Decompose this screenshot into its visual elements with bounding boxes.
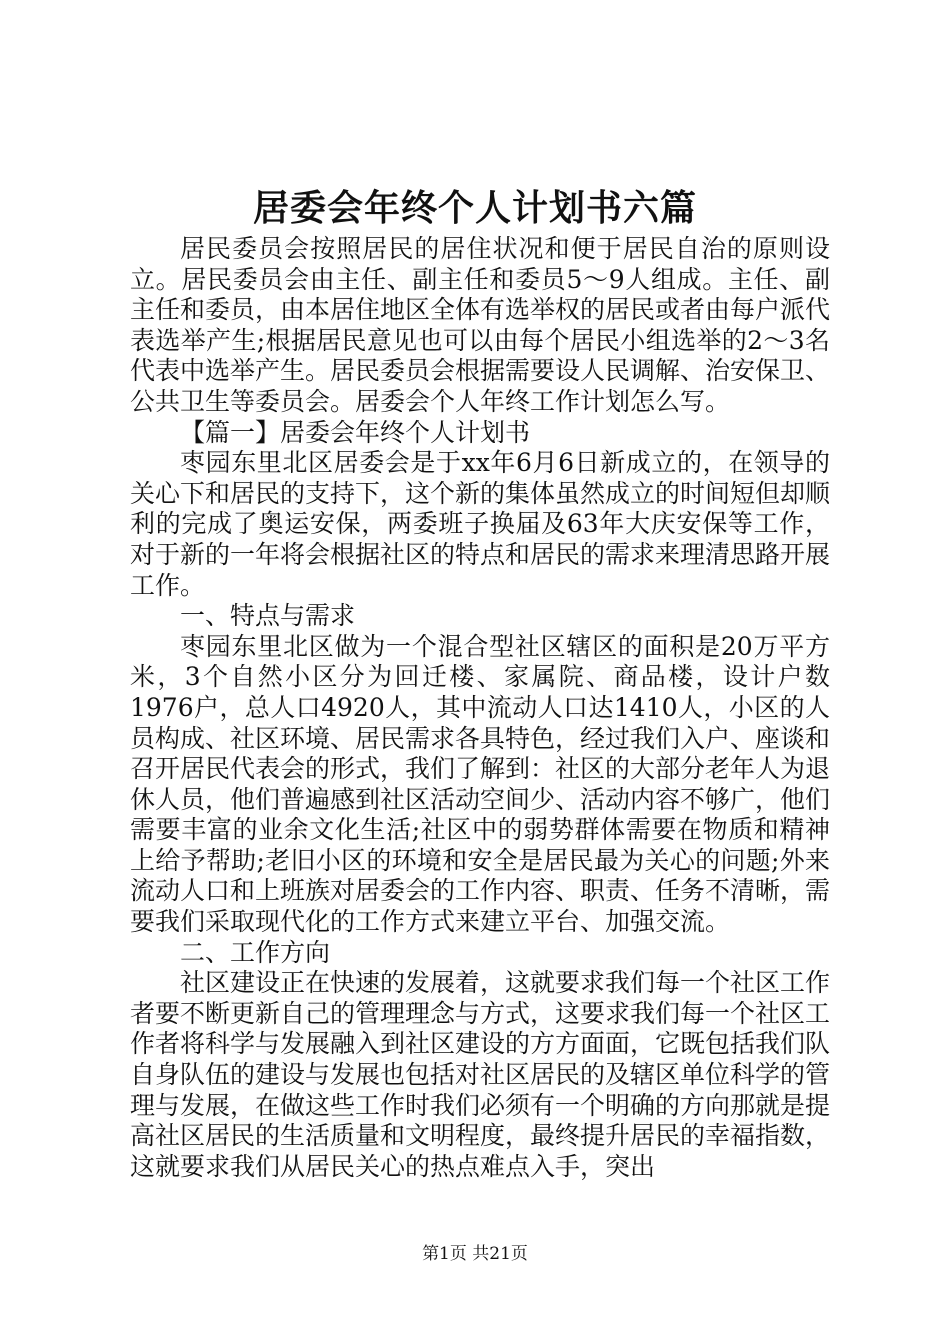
subheading-features-needs: 一、特点与需求: [180, 601, 356, 631]
body-paragraph: 枣园东里北区做为一个混合型社区辖区的面积是20万平方米，3个自然小区分为回迁楼、家属院、商品楼，设计户数1976户，总人口4920人，其中流动人口达1410人，小区的人员构成、社区环境、居民需求各具特色，经过我们入户、座谈和召开居民代表会的形式，我们了解到：社区的大部分老年人为退休人员，他们普遍感到社区活动空间少、活动内容不够广，他们需要丰富的业余文化生活;社区中的弱势群体需要在物质和精神上给予帮助;老旧小区的环境和安全是居民最为关心的问题;外来流动人口和上班族对居委会的工作内容、职责、任务不清晰，需要我们采取现代化的工作方式来建立平台、加强交流。: [130, 631, 831, 937]
body-paragraph: 枣园东里北区居委会是于xx年6月6日新成立的，在领导的关心下和居民的支持下，这个新的集体虽然成立的时间短但却顺利的完成了奥运安保，两委班子换届及63年大庆安保等工作，对于新的一年将会根据社区的特点和居民的需求来理清思路开展工作。: [130, 448, 831, 600]
page-number-footer: 第1页 共21页: [422, 1244, 528, 1264]
document-title: 居委会年终个人计划书六篇: [252, 187, 697, 229]
intro-paragraph: 居民委员会按照居民的居住状况和便于居民自治的原则设立。居民委员会由主任、副主任和委员5～9人组成。主任、副主任和委员，由本居住地区全体有选举权的居民或者由每户派代表选举产生;根据居民意见也可以由每个居民小组选举的2～3名代表中选举产生。居民委员会根据需要设人民调解、治安保卫、公共卫生等委员会。居委会个人年终工作计划怎么写。: [130, 234, 831, 416]
body-paragraph: 社区建设正在快速的发展着，这就要求我们每一个社区工作者要不断更新自己的管理理念与方式，这要求我们每一个社区工作者将科学与发展融入到社区建设的方方面面，它既包括我们队自身队伍的建设与发展也包括对社区居民的及辖区单位科学的管理与发展，在做这些工作时我们必须有一个明确的方向那就是提高社区居民的生活质量和文明程度，最终提升居民的幸福指数，这就要求我们从居民关心的热点难点入手，突出: [130, 968, 831, 1181]
section-heading-part-one: 【篇一】居委会年终个人计划书: [180, 417, 531, 447]
document-body: [130, 234, 830, 1182]
subheading-work-direction: 二、工作方向: [180, 937, 331, 967]
